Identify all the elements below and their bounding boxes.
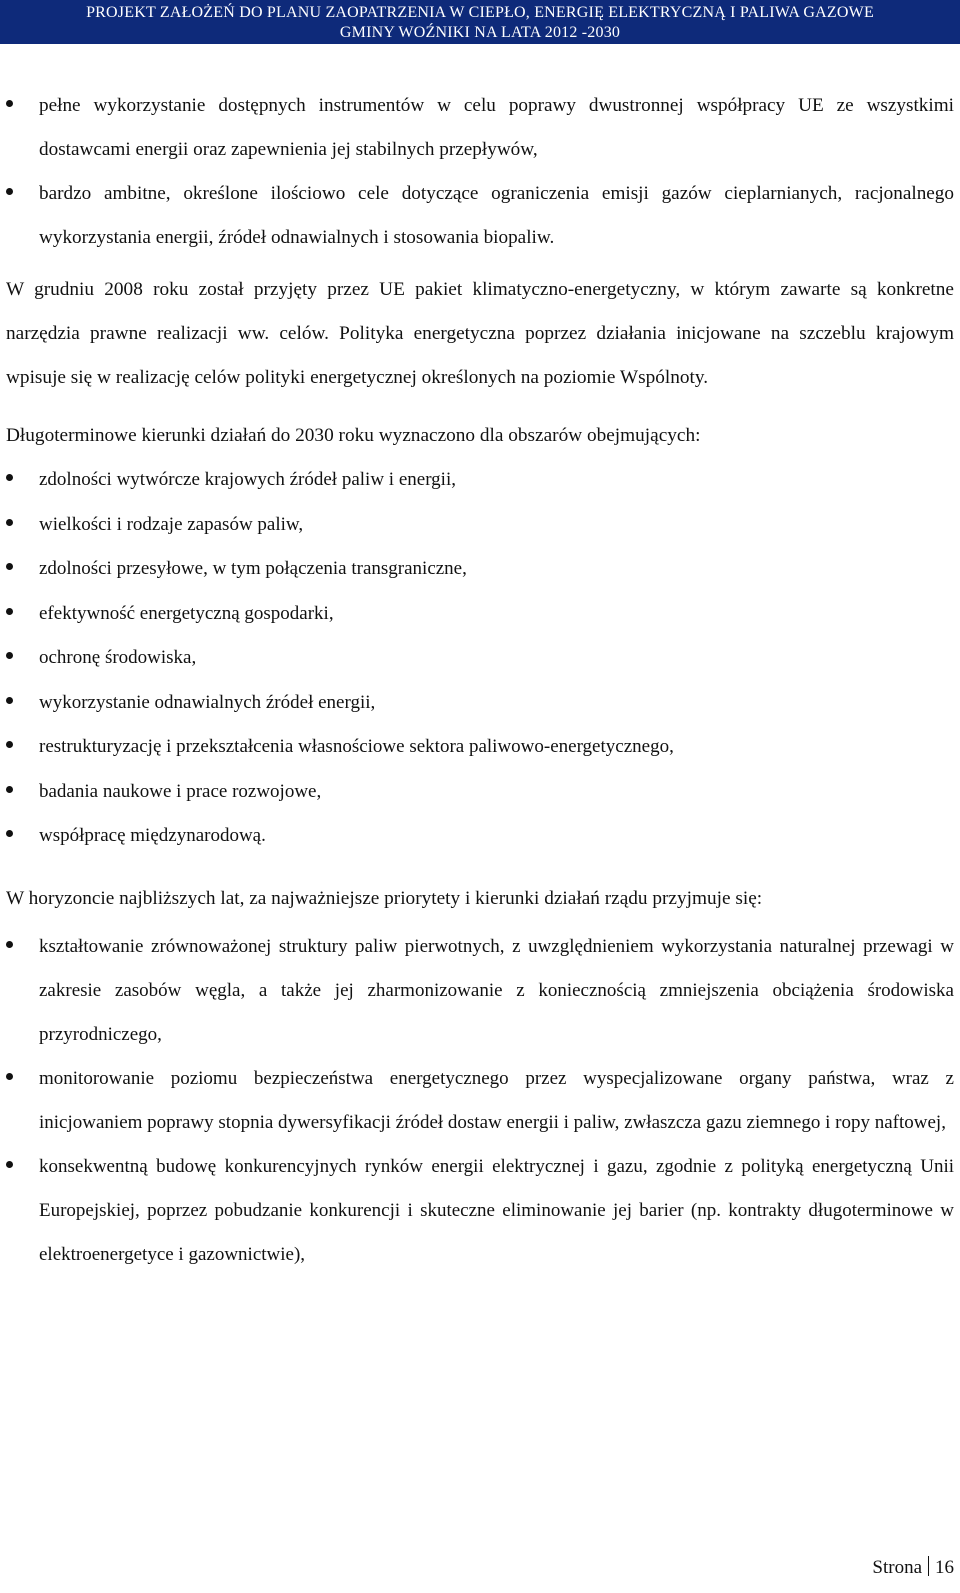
bullet-icon xyxy=(6,830,13,837)
bullet-icon xyxy=(6,519,13,526)
bullet-list-top xyxy=(6,84,954,260)
list-item: kształtowanie zrównoważonej struktury paliw pierwotnych, z uwzględnieniem wykorzystania naturalnej przewagi w zakresie zasobów węgla, a także jej zharmonizowanie z koniecznością zmniejszenia obciążenia środowiska przyrodniczego, xyxy=(6,925,954,1057)
bullet-icon xyxy=(6,474,13,481)
bullet-icon xyxy=(6,1161,13,1168)
bullet-icon xyxy=(6,697,13,704)
bullet-icon xyxy=(6,188,13,195)
list-item: restrukturyzację i przekształcenia własnościowe sektora paliwowo-energetycznego, xyxy=(6,725,954,770)
list-item: pełne wykorzystanie dostępnych instrumentów w celu poprawy dwustronnej współpracy UE ze wszystkimi dostawcami energii oraz zapewnienia jej stabilnych przepływów, xyxy=(6,84,954,172)
header-line-2: GMINY WOŹNIKI NA LATA 2012 -2030 xyxy=(339,24,621,41)
paragraph: W grudniu 2008 roku został przyjęty przez UE pakiet klimatyczno-energetyczny, w którym zawarte są konkretne narzędzia prawne realizacji ww. celów. Polityka energetyczna poprzez działania inicjowane na szczeblu krajowym wpisuje się w realizację celów polityki energetycznej określonych na poziomie Wspólnoty. xyxy=(6,279,954,388)
list-item: konsekwentną budowę konkurencyjnych rynków energii elektrycznej i gazu, zgodnie z polityką energetyczną Unii Europejskiej, poprzez pobudzanie konkurencji i skuteczne eliminowanie jej barier (np. kontrakty długoterminowe w elektroenergetyce i gazownictwie), xyxy=(6,1145,954,1277)
page-footer xyxy=(872,1556,954,1579)
bullet-icon xyxy=(6,941,13,948)
bullet-icon xyxy=(6,786,13,793)
bullet-list-mid xyxy=(6,458,954,859)
list-item: wykorzystanie odnawialnych źródeł energii, xyxy=(6,681,954,726)
footer-divider xyxy=(928,1556,929,1576)
bullet-list-bottom xyxy=(6,925,954,1277)
list-item: badania naukowe i prace rozwojowe, xyxy=(6,770,954,815)
page-label: Strona xyxy=(872,1557,922,1578)
list-item: współpracę międzynarodową. xyxy=(6,814,954,859)
bullet-icon xyxy=(6,608,13,615)
bullet-icon xyxy=(6,563,13,570)
page-header xyxy=(0,0,960,44)
paragraph: W horyzoncie najbliższych lat, za najważniejsze priorytety i kierunki działań rządu przyjmuje się: xyxy=(6,887,763,909)
list-item: monitorowanie poziomu bezpieczeństwa energetycznego przez wyspecjalizowane organy państwa, wraz z inicjowaniem poprawy stopnia dywersyfikacji źródeł dostaw energii i paliw, zwłaszcza gazu ziemnego i ropy naftowej, xyxy=(6,1057,954,1145)
header-line-1: PROJEKT ZAŁOŻEŃ DO PLANU ZAOPATRZENIA W CIEPŁO, ENERGIĘ ELEKTRYCZNĄ I PALIWA GAZOWE xyxy=(86,4,874,21)
list-item: zdolności przesyłowe, w tym połączenia transgraniczne, xyxy=(6,547,954,592)
list-item: efektywność energetyczną gospodarki, xyxy=(6,592,954,637)
bullet-icon xyxy=(6,652,13,659)
list-item: zdolności wytwórcze krajowych źródeł paliw i energii, xyxy=(6,458,954,503)
bullet-icon xyxy=(6,100,13,107)
list-item: bardzo ambitne, określone ilościowo cele dotyczące ograniczenia emisji gazów cieplarnianych, racjonalnego wykorzystania energii, źródeł odnawialnych i stosowania biopaliw. xyxy=(6,172,954,260)
bullet-icon xyxy=(6,1073,13,1080)
bullet-icon xyxy=(6,741,13,748)
page-number: 16 xyxy=(935,1557,954,1578)
list-item: wielkości i rodzaje zapasów paliw, xyxy=(6,503,954,548)
paragraph: Długoterminowe kierunki działań do 2030 roku wyznaczono dla obszarów obejmujących: xyxy=(6,425,701,446)
document-body xyxy=(6,84,954,1277)
list-item: ochronę środowiska, xyxy=(6,636,954,681)
